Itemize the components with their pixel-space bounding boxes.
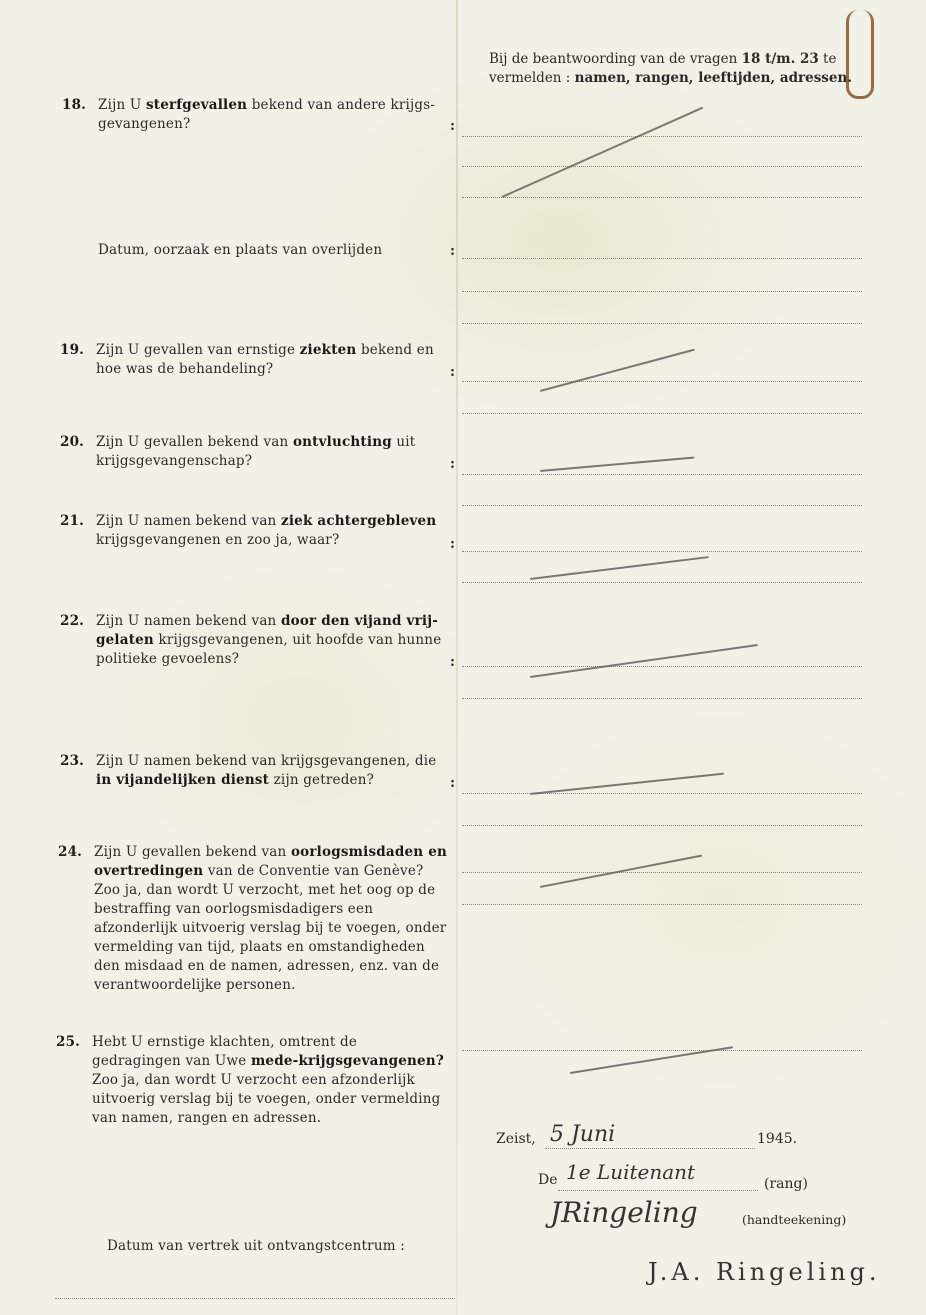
colon: : [450,654,455,670]
question-24 [58,843,450,995]
answer-line [462,1050,862,1051]
header-text-2: te vermelden : [489,51,837,86]
question-text: van de Conventie van Genève? Zoo ja, dan wordt U verzocht, met het oog op de bestraffing van oorlogsmisdadigers een afzonderlijk uitvoerig verslag bij te voegen, onder vermelding van tijd, plaats en omstandigheden den misdaad en de namen, adressen, enz. van de verantwoordelijke personen. [94,863,447,993]
signature-place: Zeist, [496,1131,536,1147]
question-keyword: oorlogsmisdaden en overtredingen [94,844,447,879]
rank-line [558,1190,758,1191]
question-text: bekend van andere krijgs-gevangenen? [98,97,436,132]
colon: : [450,456,455,472]
question-text: Zijn U [98,97,142,113]
question-18-date [98,241,456,260]
pencil-strike-mark [540,349,695,392]
fold-line [456,0,458,1315]
question-text: bekend en hoe was de behandeling? [96,342,434,377]
answer-line [462,505,862,506]
signature-printed-name: J.A. Ringeling. [648,1258,881,1286]
header-items: namen, rangen, leeftijden, adressen. [574,70,853,86]
question-text: Hebt U ernstige klachten, omtrent de gedragingen van Uwe [92,1034,358,1069]
question-text: Zijn U gevallen bekend van [94,844,287,860]
question-text: krijgsgevangenen, uit hoofde van hunne politieke gevoelens? [96,632,442,667]
answer-line [462,166,862,167]
colon: : [450,118,455,134]
question-keyword: ontvluchting [292,434,392,450]
answer-line [462,698,862,699]
question-text: Zoo ja, dan wordt U verzocht een afzonderlijk uitvoerig verslag bij te voegen, onder vermelding van namen, rangen en adressen. [92,1072,441,1126]
header-text-1: Bij de beantwoording van de vragen [489,51,738,67]
answer-line [462,551,862,552]
answer-line [462,381,862,382]
answer-line [462,197,862,198]
question-number: 19. [60,342,85,358]
departure-text: Datum van vertrek uit ontvangstcentrum : [107,1238,405,1254]
question-number: 21. [60,513,85,529]
colon: : [450,536,455,552]
question-keyword: ziekten [299,342,357,358]
question-number: 24. [58,844,83,860]
question-text: Zijn U namen bekend van krijgsgevangenen, die [96,753,437,769]
question-text: Zijn U gevallen bekend van [96,434,289,450]
pencil-strike-mark [530,556,709,580]
answer-line [462,258,862,259]
question-text: uit krijgsgevangenschap? [96,434,416,469]
answer-line [462,323,862,324]
question-text: Zijn U namen bekend van [96,513,277,529]
date-line [545,1148,755,1149]
answer-line [462,666,862,667]
pencil-strike-mark [530,644,758,678]
pencil-strike-mark [540,456,695,472]
answer-line [462,872,862,873]
question-21 [60,512,456,550]
signature-date-hand: 5 Juni [550,1122,616,1147]
question-keyword: in vijandelijken dienst [96,772,270,788]
question-keyword: mede-krijgsgevangenen? [250,1053,444,1069]
question-text: zijn getreden? [273,772,375,788]
answer-line [462,474,862,475]
question-19 [60,341,456,379]
question-keyword: sterfgevallen [145,97,248,113]
question-18 [62,96,456,134]
question-number: 22. [60,613,85,629]
answer-line [462,793,862,794]
header-range: 18 t/m. 23 [741,51,819,67]
question-25 [56,1033,450,1128]
answer-line [462,291,862,292]
question-text: Zijn U namen bekend van [96,613,277,629]
colon: : [450,364,455,380]
question-keyword: ziek achtergebleven [280,513,437,529]
question-text: Datum, oorzaak en plaats van overlijden [98,242,383,258]
colon: : [450,243,455,259]
question-22 [60,612,456,669]
answer-line [462,825,862,826]
question-number: 25. [56,1034,81,1050]
question-20 [60,433,456,471]
departure-label [107,1237,427,1256]
question-23 [60,752,456,790]
question-number: 23. [60,753,85,769]
question-keyword: door den vijand vrij-gelaten [96,613,439,648]
answer-line [462,136,862,137]
header-note [489,50,874,88]
question-number: 18. [62,97,87,113]
signature-rank-label: (rang) [764,1176,808,1192]
handwritten-signature: JRingeling [550,1196,698,1229]
signature-year: 1945. [757,1131,798,1147]
colon: : [450,775,455,791]
departure-line [55,1298,455,1299]
signature-label: (handteekening) [742,1212,847,1227]
answer-line [462,582,862,583]
signature-rank-hand: 1e Luitenant [566,1160,696,1184]
question-number: 20. [60,434,85,450]
question-text: Zijn U gevallen van ernstige [96,342,296,358]
question-text: krijgsgevangenen en zoo ja, waar? [96,532,340,548]
signature-de: De [538,1172,558,1188]
answer-line [462,904,862,905]
pencil-strike-mark [502,107,704,198]
pencil-strike-mark [530,773,724,795]
answer-line [462,413,862,414]
